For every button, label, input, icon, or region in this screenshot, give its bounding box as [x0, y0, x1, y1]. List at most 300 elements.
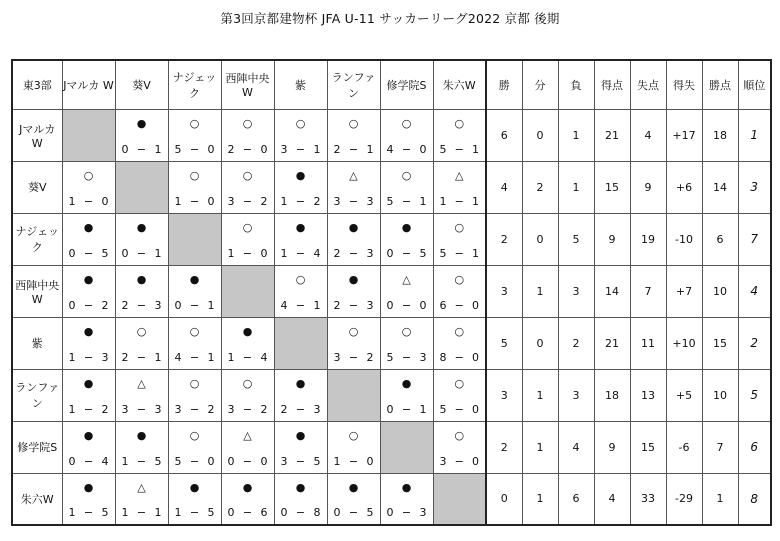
- score: [175, 144, 215, 156]
- stat-value: 18: [702, 109, 738, 161]
- score: [334, 456, 374, 468]
- score-home: 0: [68, 298, 76, 312]
- score-home: 4: [280, 298, 288, 312]
- score: [228, 507, 268, 519]
- match-result-cell: [62, 213, 115, 265]
- match-result-cell: [115, 265, 168, 317]
- match-result-cell: [221, 369, 274, 421]
- stat-value: 4: [558, 421, 594, 473]
- stat-value: 2: [522, 161, 558, 213]
- match-result-cell: [168, 369, 221, 421]
- table-body: [12, 109, 771, 525]
- score-separator: −: [189, 454, 200, 468]
- column-header-team: 西陣中央W: [221, 60, 274, 109]
- score: [281, 507, 321, 519]
- score-away: 5: [101, 246, 109, 260]
- score-separator: −: [189, 298, 200, 312]
- score-separator: −: [189, 194, 200, 208]
- score-separator: −: [189, 506, 200, 519]
- stat-value: 14: [594, 265, 630, 317]
- score-separator: −: [242, 194, 253, 208]
- score-away: 8: [313, 506, 321, 519]
- score-separator: −: [454, 246, 464, 260]
- result-mark: ○: [454, 272, 465, 286]
- score-separator: −: [136, 298, 147, 312]
- score-home: 5: [174, 454, 182, 468]
- score-home: 0: [121, 246, 129, 260]
- score-away: 5: [154, 454, 162, 468]
- score-away: 2: [207, 402, 215, 416]
- score-separator: −: [295, 246, 306, 260]
- score-home: 3: [333, 350, 341, 364]
- score-home: 0: [68, 454, 76, 468]
- result-mark: ○: [454, 116, 465, 130]
- score-home: 1: [280, 194, 288, 208]
- score-home: 3: [439, 454, 447, 468]
- table-row: [12, 421, 771, 473]
- match-result-cell: [62, 369, 115, 421]
- column-header-team: 朱六W: [433, 60, 486, 109]
- match-result-cell: [168, 421, 221, 473]
- score-home: 1: [174, 194, 182, 208]
- score-away: 1: [472, 194, 479, 208]
- self-match-cell: [168, 213, 221, 265]
- score-home: 2: [280, 402, 288, 416]
- score-away: 1: [207, 350, 215, 364]
- score-home: 1: [68, 350, 76, 364]
- column-header-stat: 勝点: [702, 60, 738, 109]
- result-mark: △: [137, 376, 146, 390]
- match-result-cell: [221, 317, 274, 369]
- stat-value: 6: [486, 109, 522, 161]
- row-team-name: 修学院S: [12, 421, 62, 473]
- match-result-cell: [168, 473, 221, 525]
- score: [228, 248, 268, 260]
- result-mark: ○: [454, 428, 465, 442]
- match-result-cell: [327, 109, 380, 161]
- score-separator: −: [401, 350, 412, 364]
- stat-value: 6: [702, 213, 738, 265]
- score-away: 1: [154, 246, 162, 260]
- score-away: 0: [207, 454, 215, 468]
- score-separator: −: [401, 194, 412, 208]
- score: [334, 507, 374, 519]
- column-header-stat: 失点: [630, 60, 666, 109]
- stat-value: 21: [594, 109, 630, 161]
- stat-value: 1: [558, 109, 594, 161]
- stat-value: 1: [522, 473, 558, 525]
- score-separator: −: [83, 506, 94, 519]
- score-home: 0: [386, 298, 394, 312]
- score-away: 1: [154, 142, 162, 156]
- stat-value: +5: [666, 369, 702, 421]
- score-separator: −: [189, 402, 200, 416]
- match-result-cell: [274, 421, 327, 473]
- rank-value: 3: [738, 161, 771, 213]
- result-mark: ○: [189, 376, 200, 390]
- score-away: 0: [472, 402, 479, 416]
- score-separator: −: [401, 298, 412, 312]
- score: [122, 144, 162, 156]
- score-away: 0: [472, 454, 479, 468]
- result-mark: ○: [242, 168, 253, 182]
- score-home: 5: [439, 142, 447, 156]
- score-home: 1: [68, 506, 76, 519]
- rank-value: 6: [738, 421, 771, 473]
- score-separator: −: [295, 142, 306, 156]
- score-separator: −: [454, 454, 464, 468]
- result-mark: ●: [401, 220, 412, 234]
- result-mark: ○: [242, 376, 253, 390]
- score-separator: −: [83, 454, 94, 468]
- score-away: 1: [419, 402, 427, 416]
- score: [122, 300, 162, 312]
- score-home: 6: [439, 298, 447, 312]
- result-mark: △: [137, 480, 146, 494]
- result-mark: ●: [295, 480, 306, 494]
- score: [387, 248, 427, 260]
- match-result-cell: [168, 317, 221, 369]
- score: [281, 144, 321, 156]
- score-home: 1: [333, 454, 341, 468]
- stat-value: 0: [486, 473, 522, 525]
- stat-value: 10: [702, 369, 738, 421]
- score-separator: −: [348, 246, 359, 260]
- score: [228, 144, 268, 156]
- stat-value: 9: [630, 161, 666, 213]
- result-mark: ●: [83, 428, 94, 442]
- table-row: [12, 473, 771, 525]
- score-away: 1: [366, 142, 374, 156]
- match-result-cell: [115, 317, 168, 369]
- score-separator: −: [136, 402, 147, 416]
- table-row: [12, 161, 771, 213]
- score: [69, 352, 109, 364]
- match-result-cell: [62, 421, 115, 473]
- stat-value: 18: [594, 369, 630, 421]
- score: [334, 196, 374, 208]
- result-mark: ●: [83, 376, 94, 390]
- score: [122, 404, 162, 416]
- match-result-cell: [115, 213, 168, 265]
- score-home: 3: [227, 194, 235, 208]
- score-home: 2: [333, 142, 341, 156]
- stat-value: 15: [630, 421, 666, 473]
- score-separator: −: [242, 350, 253, 364]
- self-match-cell: [62, 109, 115, 161]
- table-row: [12, 369, 771, 421]
- stat-value: 9: [594, 213, 630, 265]
- score-home: 5: [386, 350, 394, 364]
- stat-value: 3: [486, 369, 522, 421]
- result-mark: ○: [401, 324, 412, 338]
- score-away: 5: [101, 506, 109, 519]
- score-home: 2: [227, 142, 235, 156]
- column-header-team: 葵V: [115, 60, 168, 109]
- result-mark: ●: [83, 324, 94, 338]
- stat-value: 13: [630, 369, 666, 421]
- score-home: 5: [439, 246, 447, 260]
- score-separator: −: [189, 142, 200, 156]
- stat-value: 3: [558, 369, 594, 421]
- row-team-name: Jマルカ W: [12, 109, 62, 161]
- result-mark: ●: [295, 220, 306, 234]
- score-home: 1: [174, 506, 182, 519]
- score-away: 6: [260, 506, 268, 519]
- score-home: 3: [174, 402, 182, 416]
- score-away: 5: [366, 506, 374, 519]
- score-home: 1: [68, 402, 76, 416]
- stat-value: 7: [702, 421, 738, 473]
- stat-value: 2: [486, 421, 522, 473]
- stat-value: -6: [666, 421, 702, 473]
- score-away: 2: [366, 350, 374, 364]
- result-mark: △: [243, 428, 252, 442]
- result-mark: ○: [136, 324, 147, 338]
- rank-value: 7: [738, 213, 771, 265]
- match-result-cell: [433, 369, 486, 421]
- score: [440, 248, 480, 260]
- result-mark: ○: [454, 220, 465, 234]
- score-away: 2: [260, 194, 268, 208]
- score: [175, 404, 215, 416]
- result-mark: ●: [136, 272, 147, 286]
- score-away: 0: [260, 246, 268, 260]
- match-result-cell: [62, 161, 115, 213]
- score-separator: −: [83, 402, 94, 416]
- result-mark: ●: [401, 480, 412, 494]
- score-away: 3: [419, 506, 427, 519]
- score-separator: −: [454, 350, 464, 364]
- stat-value: 2: [486, 213, 522, 265]
- match-result-cell: [274, 213, 327, 265]
- score-away: 1: [472, 246, 479, 260]
- score-away: 0: [260, 142, 268, 156]
- stat-value: 7: [630, 265, 666, 317]
- score-away: 4: [260, 350, 268, 364]
- score-away: 0: [101, 194, 109, 208]
- score-separator: −: [401, 246, 412, 260]
- score-away: 4: [313, 246, 321, 260]
- match-result-cell: [433, 161, 486, 213]
- result-mark: ○: [401, 168, 412, 182]
- score-separator: −: [136, 350, 147, 364]
- result-mark: ○: [83, 168, 94, 182]
- score-separator: −: [401, 402, 412, 416]
- match-result-cell: [327, 161, 380, 213]
- score-away: 3: [154, 298, 162, 312]
- score-separator: −: [83, 194, 94, 208]
- score-home: 0: [227, 506, 235, 519]
- score: [69, 196, 109, 208]
- score-separator: −: [136, 454, 147, 468]
- result-mark: ●: [242, 480, 253, 494]
- score: [334, 352, 374, 364]
- stat-value: 5: [486, 317, 522, 369]
- score-separator: −: [242, 506, 253, 519]
- score-separator: −: [136, 506, 147, 519]
- stat-value: 1: [522, 265, 558, 317]
- column-header-stat: 得失: [666, 60, 702, 109]
- stat-value: +6: [666, 161, 702, 213]
- score-away: 0: [419, 298, 427, 312]
- score-away: 2: [260, 402, 268, 416]
- score: [281, 300, 321, 312]
- score-home: 1: [280, 246, 288, 260]
- score-separator: −: [83, 298, 94, 312]
- row-team-name: 葵V: [12, 161, 62, 213]
- match-result-cell: [62, 265, 115, 317]
- result-mark: ●: [83, 272, 94, 286]
- score: [281, 196, 321, 208]
- match-result-cell: [274, 265, 327, 317]
- match-result-cell: [433, 213, 486, 265]
- self-match-cell: [115, 161, 168, 213]
- result-mark: ○: [348, 116, 359, 130]
- score-separator: −: [401, 142, 412, 156]
- stat-value: 0: [522, 109, 558, 161]
- score: [387, 404, 427, 416]
- score-away: 2: [313, 194, 321, 208]
- score-separator: −: [295, 194, 306, 208]
- score-separator: −: [348, 298, 359, 312]
- column-header-team: 紫: [274, 60, 327, 109]
- match-result-cell: [221, 473, 274, 525]
- row-team-name: 朱六W: [12, 473, 62, 525]
- table-row: [12, 317, 771, 369]
- self-match-cell: [380, 421, 433, 473]
- score-home: 3: [333, 194, 341, 208]
- result-mark: ○: [348, 324, 359, 338]
- score-away: 5: [313, 454, 321, 468]
- score-away: 3: [366, 298, 374, 312]
- score-home: 0: [386, 402, 394, 416]
- score: [440, 456, 480, 468]
- score-home: 1: [121, 454, 129, 468]
- league-table: [11, 59, 772, 526]
- column-header-team: Jマルカ W: [62, 60, 115, 109]
- score-away: 1: [313, 298, 321, 312]
- score-home: 0: [280, 506, 288, 519]
- result-mark: ●: [242, 324, 253, 338]
- match-result-cell: [433, 317, 486, 369]
- score-home: 1: [121, 506, 129, 519]
- score: [281, 248, 321, 260]
- result-mark: ○: [189, 168, 200, 182]
- stat-value: 6: [558, 473, 594, 525]
- score-away: 2: [101, 402, 109, 416]
- stat-value: 4: [630, 109, 666, 161]
- result-mark: ●: [348, 272, 359, 286]
- score-away: 4: [101, 454, 109, 468]
- match-result-cell: [433, 421, 486, 473]
- stat-value: 1: [522, 369, 558, 421]
- column-header-stat: 負: [558, 60, 594, 109]
- result-mark: ●: [348, 480, 359, 494]
- match-result-cell: [274, 161, 327, 213]
- result-mark: △: [349, 168, 358, 182]
- score-separator: −: [454, 298, 464, 312]
- stat-value: 1: [702, 473, 738, 525]
- match-result-cell: [168, 161, 221, 213]
- result-mark: ○: [242, 116, 253, 130]
- score-separator: −: [348, 454, 359, 468]
- score: [228, 196, 268, 208]
- score-home: 1: [227, 350, 235, 364]
- stat-value: 2: [558, 317, 594, 369]
- match-result-cell: [433, 109, 486, 161]
- match-result-cell: [221, 213, 274, 265]
- division-label: 東3部: [12, 60, 62, 109]
- column-header-team: 修学院S: [380, 60, 433, 109]
- match-result-cell: [168, 109, 221, 161]
- score: [281, 404, 321, 416]
- match-result-cell: [62, 473, 115, 525]
- score-home: 2: [121, 298, 129, 312]
- score-separator: −: [295, 402, 306, 416]
- match-result-cell: [274, 109, 327, 161]
- table-row: [12, 109, 771, 161]
- rank-value: 5: [738, 369, 771, 421]
- score: [122, 507, 162, 519]
- result-mark: ○: [189, 116, 200, 130]
- score-separator: −: [454, 402, 464, 416]
- match-result-cell: [380, 213, 433, 265]
- result-mark: ●: [295, 376, 306, 390]
- score: [334, 248, 374, 260]
- score: [228, 456, 268, 468]
- result-mark: ●: [189, 272, 200, 286]
- score-separator: −: [295, 454, 306, 468]
- score: [440, 196, 480, 208]
- stat-value: 4: [486, 161, 522, 213]
- score: [69, 404, 109, 416]
- stat-value: 3: [558, 265, 594, 317]
- result-mark: ○: [242, 220, 253, 234]
- stat-value: 1: [522, 421, 558, 473]
- score: [440, 144, 480, 156]
- score: [334, 300, 374, 312]
- score-separator: −: [242, 454, 253, 468]
- result-mark: ○: [295, 272, 306, 286]
- score-separator: −: [83, 350, 94, 364]
- score-separator: −: [189, 350, 200, 364]
- score-home: 4: [386, 142, 394, 156]
- score: [228, 352, 268, 364]
- score-separator: −: [83, 246, 94, 260]
- match-result-cell: [62, 317, 115, 369]
- score-away: 2: [101, 298, 109, 312]
- score-away: 1: [154, 506, 162, 519]
- column-header-stat: 勝: [486, 60, 522, 109]
- stat-value: 0: [522, 213, 558, 265]
- match-result-cell: [221, 421, 274, 473]
- score: [69, 300, 109, 312]
- stat-value: +7: [666, 265, 702, 317]
- score-separator: −: [242, 246, 253, 260]
- score-separator: −: [242, 402, 253, 416]
- result-mark: ●: [136, 428, 147, 442]
- score-home: 8: [439, 350, 447, 364]
- score-home: 4: [174, 350, 182, 364]
- score-home: 5: [386, 194, 394, 208]
- score: [175, 196, 215, 208]
- score-home: 3: [121, 402, 129, 416]
- score-separator: −: [454, 194, 464, 208]
- result-mark: ○: [295, 116, 306, 130]
- score: [175, 352, 215, 364]
- score-away: 0: [472, 350, 479, 364]
